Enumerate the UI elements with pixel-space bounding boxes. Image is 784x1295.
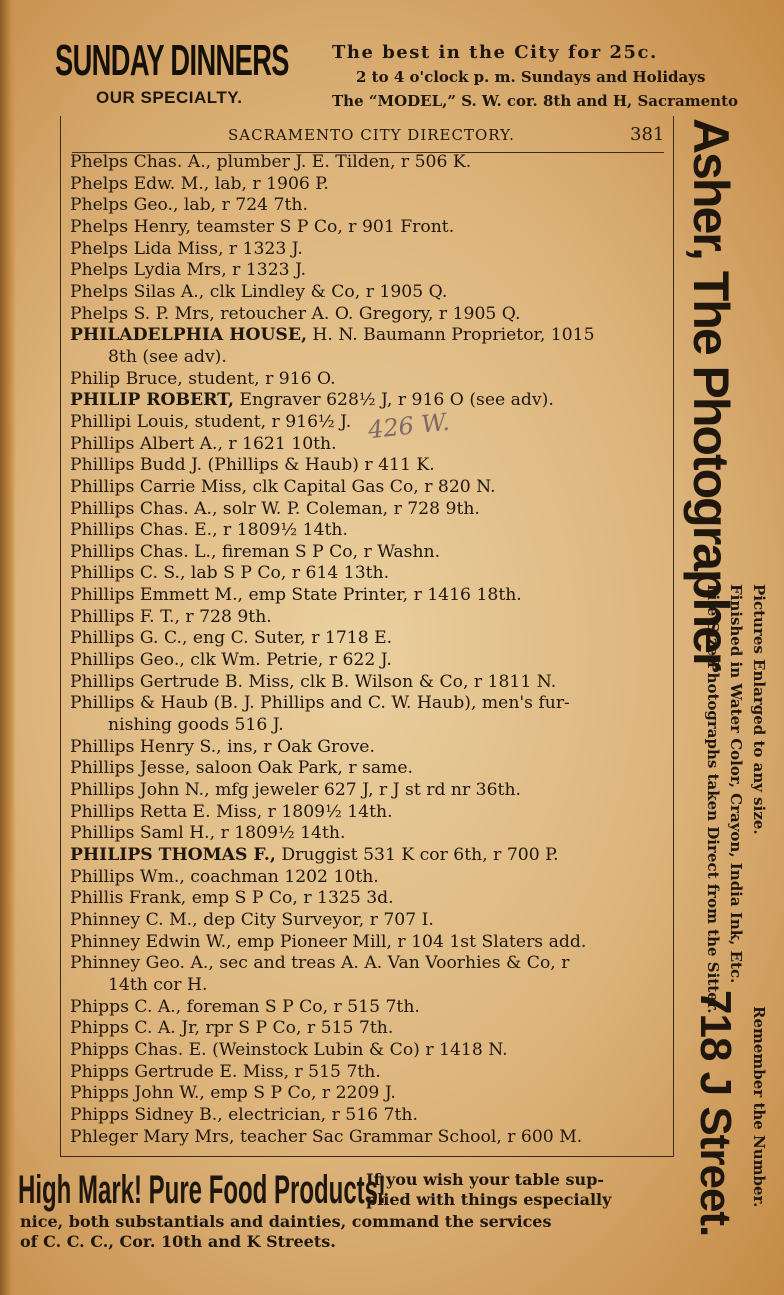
entry-text: Phillis Frank, emp S P Co, r 1325 3d. bbox=[70, 888, 394, 909]
page-number: 381 bbox=[630, 124, 665, 145]
ad-location: The “MODEL,” S. W. cor. 8th and H, Sacramento bbox=[332, 92, 739, 110]
entry-text: Phillips Gertrude B. Miss, clk B. Wilson & Co, r 1811 N. bbox=[70, 671, 557, 692]
directory-entry bbox=[70, 1062, 670, 1084]
entry-text: 8th (see adv). bbox=[108, 346, 227, 367]
directory-entry bbox=[70, 325, 670, 347]
directory-entry bbox=[70, 1105, 670, 1127]
directory-entry bbox=[70, 1083, 670, 1105]
bottom-ad-headline: High Mark! Pure Food Products! bbox=[18, 1168, 387, 1212]
entry-text: Phelps Lydia Mrs, r 1323 J. bbox=[70, 260, 307, 281]
directory-entry bbox=[70, 823, 670, 845]
entry-text: Phillips F. T., r 728 9th. bbox=[70, 606, 272, 627]
directory-entry bbox=[70, 953, 670, 975]
directory-entry bbox=[70, 217, 670, 239]
entry-text: Phelps Chas. A., plumber J. E. Tilden, r 506 K. bbox=[70, 152, 472, 172]
entry-text: nishing goods 516 J. bbox=[108, 715, 284, 736]
directory-entry bbox=[70, 845, 670, 867]
directory-entry bbox=[70, 997, 670, 1019]
entry-text: Phillips G. C., eng C. Suter, r 1718 E. bbox=[70, 628, 393, 649]
side-ad-address: 718 J Street. bbox=[691, 990, 740, 1237]
side-ad-line2: Finished in Water Color, Crayon, India Ink, Etc. bbox=[727, 584, 745, 984]
entry-text: Phipps Gertrude E. Miss, r 515 7th. bbox=[70, 1061, 381, 1082]
directory-entry bbox=[70, 715, 670, 737]
bottom-ad-line4: of C. C. C., Cor. 10th and K Streets. bbox=[20, 1232, 336, 1251]
directory-entry bbox=[70, 888, 670, 910]
entry-text: Phillips Jesse, saloon Oak Park, r same. bbox=[70, 758, 413, 779]
bottom-ad-line3: nice, both substantials and dainties, command the services bbox=[20, 1212, 552, 1231]
bottom-ad-line1: If you wish your table sup- bbox=[366, 1170, 605, 1189]
directory-entry bbox=[70, 932, 670, 954]
directory-entry bbox=[70, 390, 670, 412]
directory-entry bbox=[70, 975, 670, 997]
entry-bold-name: PHILIP ROBERT, bbox=[70, 390, 234, 411]
directory-entry bbox=[70, 585, 670, 607]
directory-entry bbox=[70, 260, 670, 282]
ad-headline: SUNDAY DINNERS bbox=[55, 36, 289, 85]
side-ad-line1: Pictures Enlarged to any size. bbox=[750, 584, 768, 835]
handwritten-note: 426 W. bbox=[366, 407, 451, 445]
entry-text: Phelps Edw. M., lab, r 1906 P. bbox=[70, 173, 329, 194]
entry-text: Philip Bruce, student, r 916 O. bbox=[70, 368, 336, 389]
entry-text: H. N. Baumann Proprietor, 1015 bbox=[306, 325, 595, 346]
entry-text: Phillips & Haub (B. J. Phillips and C. W. Haub), men's fur- bbox=[70, 693, 570, 714]
entry-text: Phinney C. M., dep City Surveyor, r 707 I. bbox=[70, 909, 434, 930]
entry-text: Druggist 531 K cor 6th, r 700 P. bbox=[275, 845, 559, 865]
side-ad-name: Asher, The Photographer bbox=[683, 118, 739, 670]
directory-entry bbox=[70, 304, 670, 326]
bottom-ad-line2: plied with things especially bbox=[366, 1190, 612, 1209]
directory-entries bbox=[70, 152, 670, 1148]
directory-entry bbox=[70, 737, 670, 759]
entry-text: Phipps John W., emp S P Co, r 2209 J. bbox=[70, 1083, 396, 1104]
directory-entry bbox=[70, 802, 670, 824]
entry-text: Phinney Geo. A., sec and treas A. A. Van Voorhies & Co, r bbox=[70, 953, 570, 974]
entry-text: Engraver 628½ J, r 916 O (see adv). bbox=[234, 390, 554, 411]
directory-entry bbox=[70, 195, 670, 217]
top-advertisement bbox=[0, 30, 784, 110]
page-edge-shadow bbox=[0, 0, 16, 1295]
directory-entry bbox=[70, 347, 670, 369]
directory-entry bbox=[70, 1040, 670, 1062]
directory-entry bbox=[70, 520, 670, 542]
directory-entry bbox=[70, 369, 670, 391]
entry-bold-name: PHILIPS THOMAS F., bbox=[70, 845, 276, 865]
directory-entry bbox=[70, 693, 670, 715]
entry-text: Phillips Emmett M., emp State Printer, r 1416 18th. bbox=[70, 585, 522, 606]
entry-text: Phelps Geo., lab, r 724 7th. bbox=[70, 195, 308, 216]
directory-entry bbox=[70, 563, 670, 585]
directory-entry bbox=[70, 174, 670, 196]
entry-text: Phelps S. P. Mrs, retoucher A. O. Gregory, r 1905 Q. bbox=[70, 303, 521, 324]
ad-hours: 2 to 4 o'clock p. m. Sundays and Holidays bbox=[356, 68, 706, 86]
entry-text: Phillips Wm., coachman 1202 10th. bbox=[70, 866, 379, 887]
entry-text: 14th cor H. bbox=[108, 974, 208, 995]
entry-text: Phillips Geo., clk Wm. Petrie, r 622 J. bbox=[70, 650, 392, 671]
entry-text: Phillips Chas. L., fireman S P Co, r Washn. bbox=[70, 541, 441, 562]
entry-text: Phelps Lida Miss, r 1323 J. bbox=[70, 238, 303, 259]
entry-text: Phleger Mary Mrs, teacher Sac Grammar School, r 600 M. bbox=[70, 1126, 583, 1147]
directory-entry bbox=[70, 780, 670, 802]
entry-text: Phillips Retta E. Miss, r 1809½ 14th. bbox=[70, 801, 393, 822]
directory-entry bbox=[70, 607, 670, 629]
directory-entry bbox=[70, 455, 670, 477]
entry-text: Phipps Sidney B., electrician, r 516 7th. bbox=[70, 1104, 418, 1125]
entry-text: Phillips Henry S., ins, r Oak Grove. bbox=[70, 736, 375, 757]
directory-entry bbox=[70, 1127, 670, 1149]
entry-text: Phillipi Louis, student, r 916½ J. bbox=[70, 411, 352, 432]
directory-entry bbox=[70, 650, 670, 672]
directory-entry bbox=[70, 910, 670, 932]
page-title: SACRAMENTO CITY DIRECTORY. bbox=[228, 126, 515, 144]
bottom-advertisement bbox=[0, 1160, 784, 1270]
directory-entry bbox=[70, 758, 670, 780]
directory-entry bbox=[70, 499, 670, 521]
entry-text: Phipps C. A. Jr, rpr S P Co, r 515 7th. bbox=[70, 1018, 394, 1039]
ad-best-price: The best in the City for 25c. bbox=[332, 42, 658, 63]
entry-text: Phelps Silas A., clk Lindley & Co, r 1905 Q. bbox=[70, 281, 448, 302]
entry-bold-name: PHILADELPHIA HOUSE, bbox=[70, 325, 307, 346]
entry-text: Phinney Edwin W., emp Pioneer Mill, r 104 1st Slaters add. bbox=[70, 931, 587, 952]
entry-text: Phillips Chas. E., r 1809½ 14th. bbox=[70, 520, 348, 541]
entry-text: Phillips C. S., lab S P Co, r 614 13th. bbox=[70, 563, 390, 584]
entry-text: Phipps Chas. E. (Weinstock Lubin & Co) r 1418 N. bbox=[70, 1039, 508, 1060]
entry-text: Phillips Albert A., r 1621 10th. bbox=[70, 433, 337, 454]
entry-text: Phillips Carrie Miss, clk Capital Gas Co, r 820 N. bbox=[70, 476, 496, 497]
entry-text: Phillips Saml H., r 1809½ 14th. bbox=[70, 823, 346, 844]
directory-entry bbox=[70, 477, 670, 499]
side-ad-remember: Remember the Number. bbox=[750, 1006, 768, 1208]
entry-text: Phillips John N., mfg jeweler 627 J, r J st rd nr 36th. bbox=[70, 780, 521, 801]
directory-entry bbox=[70, 282, 670, 304]
directory-entry bbox=[70, 672, 670, 694]
ad-specialty: OUR SPECIALTY. bbox=[96, 88, 243, 107]
directory-entry bbox=[70, 239, 670, 261]
directory-entry bbox=[70, 867, 670, 889]
entry-text: Phelps Henry, teamster S P Co, r 901 Front. bbox=[70, 216, 455, 237]
side-ad-line3: Life Size Photographs taken Direct from the Sitter. bbox=[704, 584, 722, 1014]
entry-text: Phillips Chas. A., solr W. P. Coleman, r 728 9th. bbox=[70, 498, 480, 519]
directory-entry bbox=[70, 542, 670, 564]
directory-entry bbox=[70, 152, 670, 174]
entry-text: Phillips Budd J. (Phillips & Haub) r 411 K. bbox=[70, 455, 435, 476]
directory-entry bbox=[70, 1018, 670, 1040]
entry-text: Phipps C. A., foreman S P Co, r 515 7th. bbox=[70, 996, 420, 1017]
directory-entry bbox=[70, 628, 670, 650]
